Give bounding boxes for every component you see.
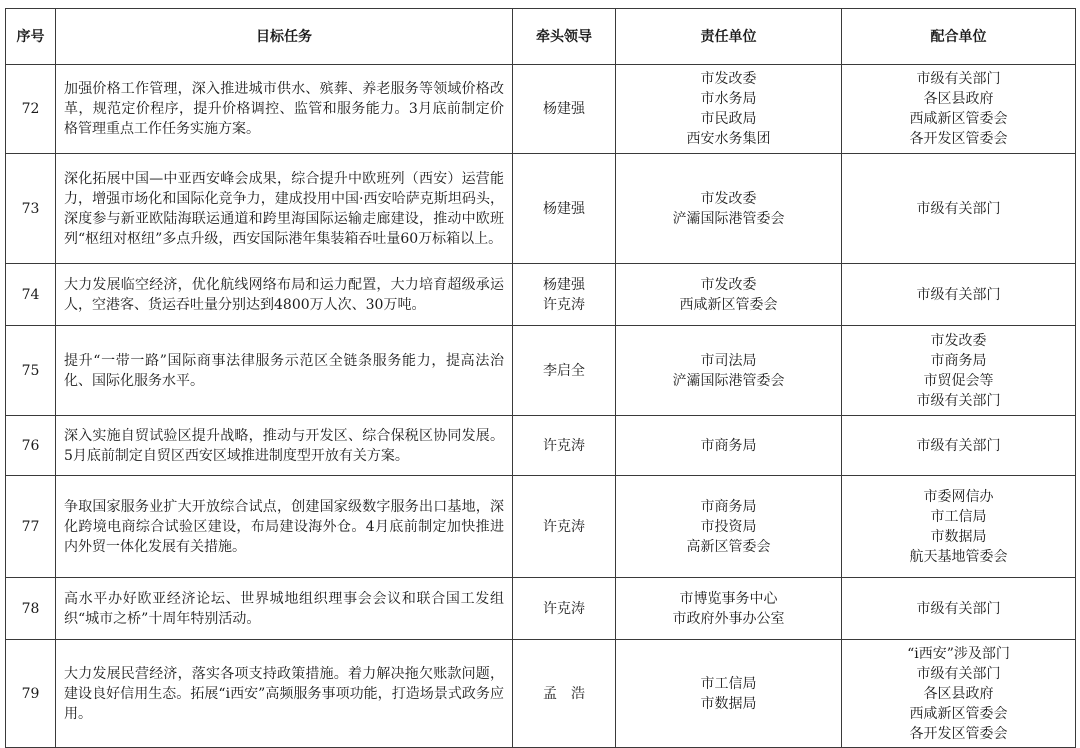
row-responsible-line: 市司法局 [700, 352, 757, 369]
row-seq: 77 [6, 476, 56, 578]
row-leader [513, 640, 616, 748]
row-responsible-line: 西安水务集团 [686, 131, 771, 147]
row-seq: 74 [6, 264, 56, 326]
row-responsible [616, 264, 842, 326]
row-cooperate-line: 市级有关部门 [916, 200, 1001, 217]
row-cooperate-line: 市贸促会等 [923, 372, 994, 389]
row-seq: 73 [6, 154, 56, 264]
row-cooperate-line: 西咸新区管委会 [909, 705, 1008, 722]
table-row [6, 416, 1076, 476]
table-row [6, 326, 1076, 416]
row-responsible [616, 578, 842, 640]
row-responsible-line: 市发改委 [700, 190, 757, 207]
table-row [6, 264, 1076, 326]
row-leader [513, 578, 616, 640]
row-leader-line: 许克涛 [543, 296, 585, 313]
table-header-row [6, 9, 1076, 65]
row-cooperate [842, 476, 1076, 578]
row-seq: 72 [6, 65, 56, 154]
table-row [6, 578, 1076, 640]
row-task: 提升“一带一路”国际商事法律服务示范区全链条服务能力，提高法治化、国际化服务水平。 [56, 326, 513, 416]
row-task: 争取国家服务业扩大开放综合试点，创建国家级数字服务出口基地，深化跨境电商综合试验区建设，布局建设海外仓。4月底前制定加快推进内外贸一体化发展有关措施。 [56, 476, 513, 578]
row-cooperate-line: 航天基地管委会 [909, 548, 1008, 565]
row-cooperate [842, 578, 1076, 640]
row-cooperate-line: 西咸新区管委会 [909, 111, 1008, 127]
row-responsible-line: 市数据局 [700, 695, 757, 712]
row-leader-line: 杨建强 [543, 101, 585, 117]
row-leader [513, 154, 616, 264]
row-responsible [616, 154, 842, 264]
row-leader [513, 326, 616, 416]
row-task: 高水平办好欧亚经济论坛、世界城地组织理事会会议和联合国工发组织“城市之桥”十周年特别活动。 [56, 578, 513, 640]
row-cooperate-line: 市工信局 [930, 508, 987, 525]
header-task: 目标任务 [56, 9, 513, 65]
row-cooperate-line: 市级有关部门 [916, 600, 1001, 617]
row-cooperate [842, 154, 1076, 264]
header-cooperate: 配合单位 [842, 9, 1076, 65]
row-leader-line: 杨建强 [543, 200, 585, 217]
row-cooperate-line: 市数据局 [930, 528, 987, 545]
row-cooperate-line: 市级有关部门 [916, 71, 1001, 87]
row-cooperate-line: 市发改委 [930, 332, 987, 349]
row-leader-line: 孟 浩 [543, 685, 585, 702]
row-leader [513, 476, 616, 578]
row-cooperate-line: “i西安”涉及部门 [907, 645, 1010, 662]
row-responsible-line: 西咸新区管委会 [679, 296, 778, 313]
row-responsible-line: 市发改委 [700, 276, 757, 293]
row-responsible [616, 65, 842, 154]
table-body [6, 65, 1076, 748]
table-row [6, 154, 1076, 264]
row-seq: 78 [6, 578, 56, 640]
header-seq: 序号 [6, 9, 56, 65]
row-cooperate-line: 各区县政府 [923, 91, 994, 107]
row-responsible-line: 市投资局 [700, 518, 757, 535]
row-task: 深入实施自贸试验区提升战略，推动与开发区、综合保税区协同发展。5月底前制定自贸区西安区域推进制度型开放有关方案。 [56, 416, 513, 476]
table-row [6, 65, 1076, 154]
task-table [5, 8, 1076, 748]
row-cooperate-line: 各开发区管委会 [909, 725, 1008, 742]
row-responsible [616, 640, 842, 748]
row-responsible-line: 市商务局 [700, 437, 757, 454]
row-leader-line: 李启全 [543, 362, 585, 379]
row-responsible [616, 326, 842, 416]
row-responsible-line: 市政府外事办公室 [672, 610, 785, 627]
table-row [6, 476, 1076, 578]
row-responsible [616, 416, 842, 476]
row-responsible-line: 高新区管委会 [686, 538, 771, 555]
row-cooperate [842, 416, 1076, 476]
row-cooperate-line: 市级有关部门 [916, 392, 1001, 409]
row-cooperate-line: 市级有关部门 [916, 665, 1001, 682]
row-responsible-line: 市商务局 [700, 498, 757, 515]
row-seq: 79 [6, 640, 56, 748]
row-cooperate-line: 市级有关部门 [916, 286, 1001, 303]
row-responsible-line: 浐灞国际港管委会 [672, 372, 785, 389]
row-cooperate-line: 各开发区管委会 [909, 131, 1008, 147]
row-cooperate-line: 市委网信办 [923, 488, 994, 505]
row-task: 加强价格工作管理，深入推进城市供水、殡葬、养老服务等领域价格改革，规范定价程序，提升价格调控、监管和服务能力。3月底前制定价格管理重点工作任务实施方案。 [56, 65, 513, 154]
row-responsible-line: 浐灞国际港管委会 [672, 210, 785, 227]
header-responsible: 责任单位 [616, 9, 842, 65]
row-responsible-line: 市工信局 [700, 675, 757, 692]
row-cooperate [842, 65, 1076, 154]
row-responsible [616, 476, 842, 578]
row-cooperate-line: 各区县政府 [923, 685, 994, 702]
row-leader-line: 许克涛 [543, 600, 585, 617]
row-cooperate [842, 326, 1076, 416]
row-responsible-line: 市发改委 [700, 71, 757, 87]
row-task: 深化拓展中国—中亚西安峰会成果，综合提升中欧班列（西安）运营能力，增强市场化和国际化竞争力，建成投用中国·西安哈萨克斯坦码头，深度参与新亚欧陆海联运通道和跨里海国际运输走廊建设，推动中欧班列“枢纽对枢纽”多点升级，西安国际港年集装箱吞吐量60万标箱以上。 [56, 154, 513, 264]
row-leader [513, 65, 616, 154]
row-leader [513, 264, 616, 326]
row-responsible-line: 市水务局 [700, 91, 757, 107]
row-leader-line: 许克涛 [543, 437, 585, 454]
row-responsible-line: 市博览事务中心 [679, 590, 778, 607]
row-cooperate-line: 市商务局 [930, 352, 987, 369]
header-leader: 牵头领导 [513, 9, 616, 65]
row-task: 大力发展临空经济，优化航线网络布局和运力配置，大力培育超级承运人，空港客、货运吞吐量分别达到4800万人次、30万吨。 [56, 264, 513, 326]
row-seq: 76 [6, 416, 56, 476]
row-cooperate-line: 市级有关部门 [916, 437, 1001, 454]
row-leader [513, 416, 616, 476]
row-seq: 75 [6, 326, 56, 416]
table-row [6, 640, 1076, 748]
row-cooperate [842, 640, 1076, 748]
row-leader-line: 许克涛 [543, 518, 585, 535]
row-cooperate [842, 264, 1076, 326]
row-leader-line: 杨建强 [543, 276, 585, 293]
row-task: 大力发展民营经济，落实各项支持政策措施。着力解决拖欠账款问题，建设良好信用生态。拓展“i西安”高频服务事项功能，打造场景式政务应用。 [56, 640, 513, 748]
row-responsible-line: 市民政局 [700, 111, 757, 127]
